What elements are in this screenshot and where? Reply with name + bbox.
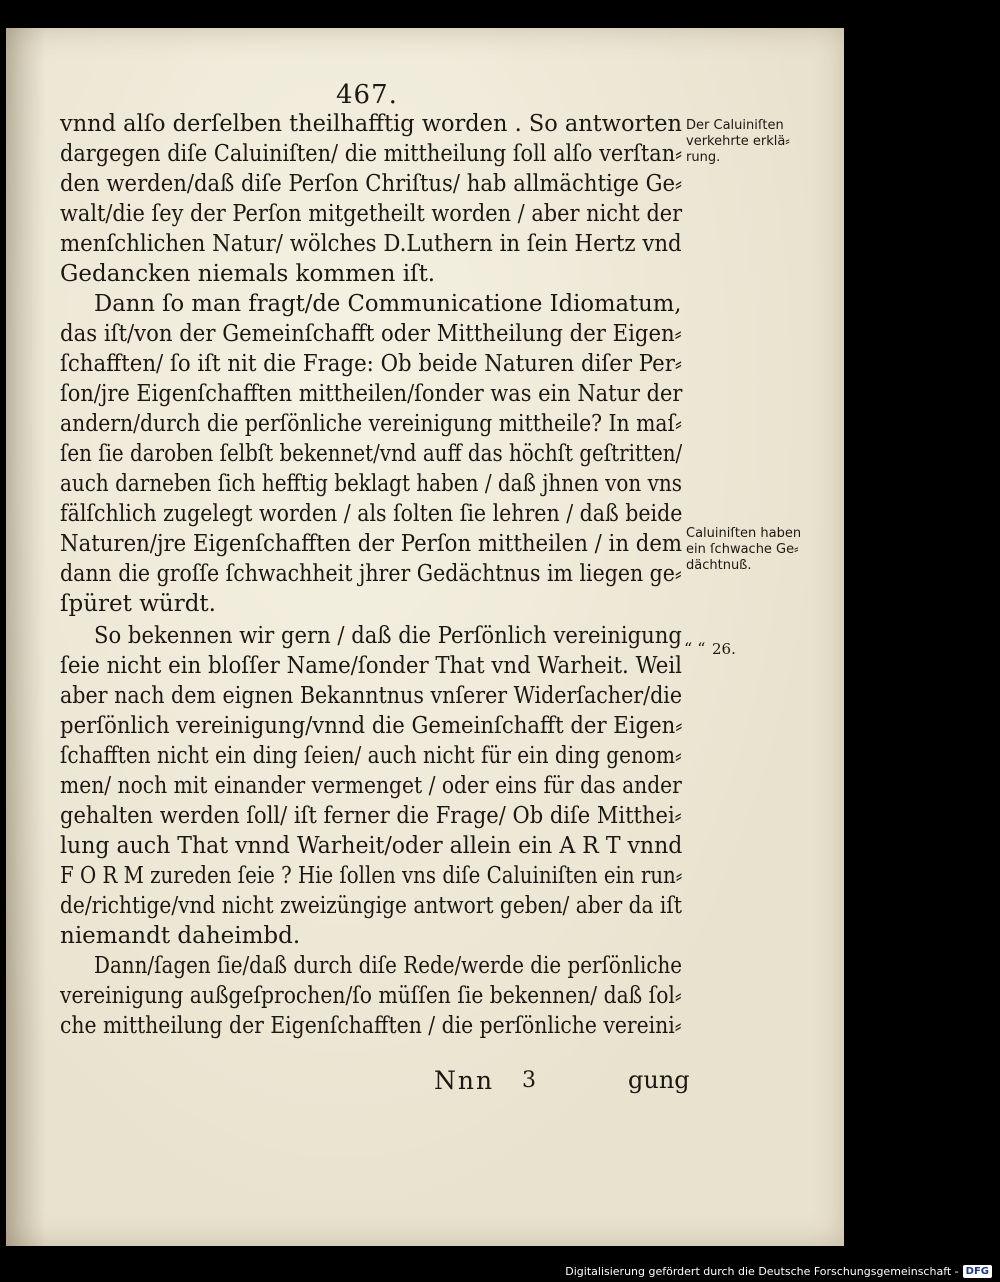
text-line: Dann ſo man fragt/de Communicatione Idiomatum, — [94, 291, 682, 317]
text-line: men/ noch mit einander vermenget / oder eins für das ander — [60, 773, 682, 799]
catchword: gung — [628, 1066, 690, 1094]
margin-note-line: dächtnuß. — [686, 558, 752, 573]
margin-note-line: verkehrte erklä⸗ — [686, 134, 790, 149]
quotation-mark: “ “ — [684, 639, 706, 658]
text-line: ſeie nicht ein bloſſer Name/ſonder That vnd Warheit. Weil — [60, 653, 682, 679]
text-line: Gedancken niemals kommen iſt. — [60, 261, 436, 287]
margin-note-line: rung. — [686, 150, 721, 165]
margin-number: 26. — [712, 640, 736, 658]
footer-text: Digitalisierung gefördert durch die Deutsche Forschungsgemeinschaft - — [565, 1264, 959, 1278]
text-line: menſchlichen Natur/ wölches D.Luthern in ſein Hertz vnd — [60, 231, 682, 257]
digitization-footer — [565, 1262, 992, 1280]
text-line: aber nach dem eignen Bekanntnus vnſerer Widerſacher/die — [60, 683, 683, 709]
text-line: ſpüret würdt. — [60, 591, 216, 617]
text-line: perſönlich vereinigung/vnnd die Gemeinſchafft der Eigen⸗ — [60, 713, 683, 739]
text-line: auch darneben ſich hefftig beklagt haben / daß jhnen von vns — [60, 471, 682, 497]
page-number: 467. — [336, 80, 398, 110]
text-line: de/richtige/vnd nicht zweizüngige antwort geben/ aber da iſt — [60, 893, 682, 919]
text-line: ſchafften nicht ein ding ſeien/ auch nicht für ein ding genom⸗ — [60, 743, 682, 769]
text-line: vnnd alſo derſelben theilhafftig worden . So antworten — [60, 111, 683, 137]
text-line: F O R M zureden ſeie ? Hie ſollen vns diſe Caluiniſten ein run⸗ — [60, 863, 683, 889]
margin-note-line: ein ſchwache Ge⸗ — [686, 542, 799, 557]
text-line: dargegen diſe Caluiniſten/ die mittheilung ſoll alſo verſtan⸗ — [60, 141, 683, 167]
text-line: So bekennen wir gern / daß die Perſönlich vereinigung — [94, 623, 682, 649]
margin-note — [686, 118, 846, 166]
text-line: niemandt daheimbd. — [60, 923, 301, 949]
text-line: den werden/daß diſe Perſon Chriſtus/ hab allmächtige Ge⸗ — [60, 171, 683, 197]
margin-note — [686, 526, 846, 574]
text-line: walt/die ſey der Perſon mitgetheilt worden / aber nicht der — [60, 201, 683, 227]
text-line: das iſt/von der Gemeinſchafft oder Mittheilung der Eigen⸗ — [60, 321, 682, 347]
text-line: Dann/ſagen ſie/daß durch diſe Rede/werde die perſönliche — [94, 953, 683, 979]
text-line: lung auch That vnnd Warheit/oder allein ein A R T vnnd — [60, 833, 683, 859]
text-line: ſon/jre Eigenſchafften mittheilen/ſonder was ein Natur der — [60, 381, 683, 407]
margin-note-line: Der Caluiniſten — [686, 118, 784, 133]
text-line: fälſchlich zugelegt worden / als ſolten ſie lehren / daß beide — [60, 501, 683, 527]
text-line: ſchafften/ ſo iſt nit die Frage: Ob beide Naturen diſer Per⸗ — [60, 351, 682, 377]
margin-note-line: Caluiniſten haben — [686, 526, 802, 541]
text-line: dann die groſſe ſchwachheit jhrer Gedächtnus im liegen ge⸗ — [60, 561, 682, 587]
text-line: Naturen/jre Eigenſchafften der Perſon mittheilen / in dem — [60, 531, 683, 557]
signature-number: 3 — [522, 1068, 536, 1093]
text-line: che mittheilung der Eigenſchafften / die perſönliche vereini⸗ — [60, 1013, 682, 1039]
dfg-logo-badge: DFG — [963, 1265, 992, 1278]
text-line: ſen ſie daroben ſelbſt bekennet/vnd auff das höchſt geſtritten/ — [60, 441, 683, 467]
text-line: vereinigung außgeſprochen/ſo müſſen ſie bekennen/ daß ſol⸗ — [60, 983, 682, 1009]
text-line: andern/durch die perſönliche vereinigung mittheile? In maſ⸗ — [60, 411, 682, 437]
text-line: gehalten werden ſoll/ iſt ferner die Frage/ Ob diſe Mitthei⸗ — [60, 803, 682, 829]
signature-mark: Nnn — [434, 1066, 495, 1095]
book-page — [6, 28, 844, 1246]
